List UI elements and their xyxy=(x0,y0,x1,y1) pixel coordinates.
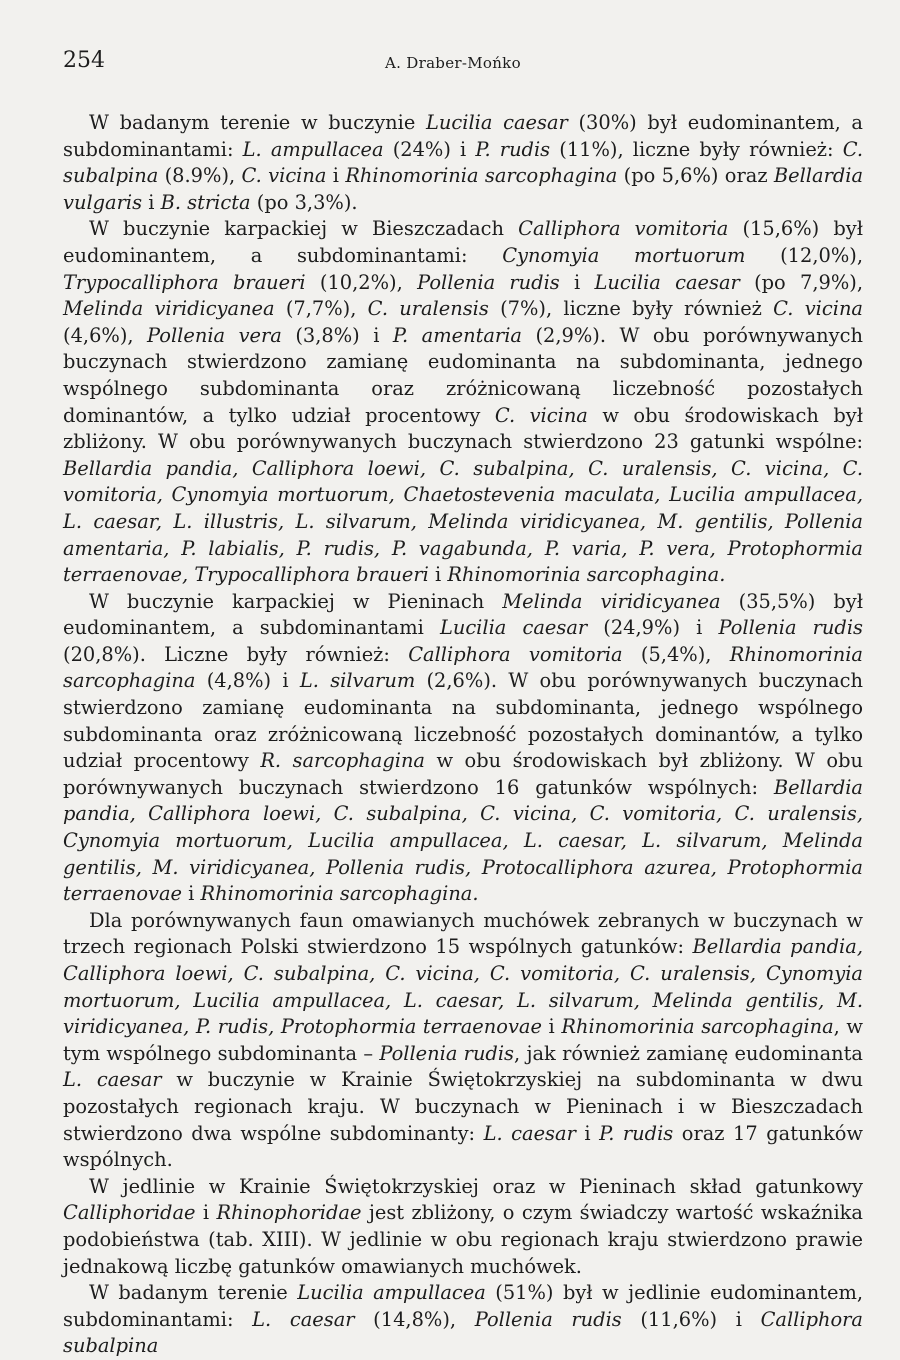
italic-run: L. caesar xyxy=(252,1307,355,1331)
italic-run: Rhinomorinia sarcophagina xyxy=(561,1015,834,1039)
text-run: (po 5,6%) oraz xyxy=(617,164,774,188)
paragraph xyxy=(63,908,863,1174)
page-number: 254 xyxy=(63,48,105,73)
italic-run: Cynomyia mortuorum xyxy=(502,243,746,267)
text-run: oraz 17 gatunków wspólnych. xyxy=(63,1121,863,1172)
italic-run: Pollenia vera xyxy=(147,323,282,347)
italic-run: Calliphoridae xyxy=(63,1201,196,1225)
text-run: (14,8%), xyxy=(354,1307,475,1331)
text-run: (3,8%) i xyxy=(281,323,393,347)
italic-run: Lucilia caesar xyxy=(594,270,740,294)
italic-run: Lucilia ampullacea xyxy=(297,1281,486,1305)
text-run: (11%), liczne były również: xyxy=(550,137,843,161)
italic-run: C. vicina xyxy=(494,403,588,427)
text-run: W buczynie karpackiej w Bieszczadach xyxy=(89,217,519,241)
italic-run: R. sarcophagina xyxy=(260,749,425,773)
italic-run: Lucilia caesar xyxy=(439,616,588,640)
italic-run: Rhinophoridae xyxy=(216,1201,362,1225)
text-run: (7%), liczne były również xyxy=(488,297,774,321)
text-run: (20,8%). Liczne były również: xyxy=(63,642,409,666)
text-run: (24,9%) i xyxy=(587,616,719,640)
text-run: , jak również zamianę eudominanta xyxy=(514,1041,863,1065)
text-run: w obu środowiskach był zbliżony. W obu porównywanych buczynach stwierdzono 23 gatunki wspólne: xyxy=(63,403,863,454)
italic-run: Calliphora subalpina xyxy=(63,1307,863,1358)
text-run: i xyxy=(326,164,346,188)
italic-run: Melinda viridicyanea xyxy=(502,589,721,613)
text-run: i xyxy=(559,270,595,294)
text-run: (24%) i xyxy=(383,137,476,161)
italic-run: Bellardia vulgaris xyxy=(63,164,864,214)
text-run: Dla porównywanych faun omawianych muchówek zebranych w buczynach w trzech regionach Polski stwierdzono 15 wspólnych gatunków: xyxy=(63,908,863,959)
italic-run: Lucilia caesar xyxy=(426,111,568,134)
running-author: A. Draber-Mońko xyxy=(385,54,521,72)
text-run: (po 3,3%). xyxy=(250,190,358,214)
italic-run: Bellardia pandia, Calliphora loewi, C. subalpina, C. uralensis, C. vicina, C. vomitoria, Cynomyia mortuorum, Chaetostevenia maculata, Lucilia ampullacea, L. caesar, L. illustris, L. silvarum, Melinda viridicyanea, M. gentilis, Pollenia amentaria, P. labialis, P. rudis, P. vagabunda, P. varia, P. vera, Protophormia terraenovae, Trypocalliphora braueri xyxy=(63,456,863,587)
body-text xyxy=(63,110,863,1360)
italic-run: P. rudis xyxy=(599,1121,674,1145)
paragraph xyxy=(63,110,863,216)
italic-run: Rhinomorinia sarcophagina xyxy=(63,642,863,693)
paragraph xyxy=(63,1174,863,1280)
text-run: i xyxy=(575,1121,600,1145)
text-run: (4,8%) i xyxy=(195,669,300,693)
italic-run: P. amentaria xyxy=(392,323,522,347)
italic-run: Pollenia rudis xyxy=(417,270,560,294)
italic-run: C. vicina xyxy=(773,297,863,321)
italic-run: Bellardia pandia, Calliphora loewi, C. subalpina, C. vicina, C. vomitoria, C. uralensis, Cynomyia mortuorum, Lucilia ampullacea, L. caesar, L. silvarum, Melinda gentilis, M. viridicyanea, P. rudis, Protophormia terraenovae xyxy=(63,935,863,1039)
italic-run: C. uralensis xyxy=(367,297,489,321)
text-run: W buczynie karpackiej w Pieninach xyxy=(89,589,503,613)
italic-run: Calliphora vomitoria xyxy=(408,642,623,666)
italic-run: Pollenia rudis xyxy=(474,1307,622,1331)
text-run: W jedlinie w Krainie Świętokrzyskiej oraz w Pieninach skład gatunkowy xyxy=(89,1174,863,1198)
text-run: i xyxy=(428,563,448,587)
text-run: (4,6%), xyxy=(63,323,148,347)
text-run: (30%) był eudominantem, a subdominantami: xyxy=(63,111,863,161)
italic-run: L. ampullacea xyxy=(242,137,384,161)
italic-run: C. vicina xyxy=(241,164,327,188)
italic-run: Trypocalliphora braueri xyxy=(63,270,306,294)
text-run: (12,0%), xyxy=(745,243,864,267)
paragraph xyxy=(63,1280,863,1360)
text-run: (2,9%). W obu porównywanych buczynach stwierdzono zamianę eudominanta na subdominanta, jednego wspólnego subdominanta oraz zróżnicowaną liczebność pozostałych dominantów, a tylko udział procentowy xyxy=(63,323,863,427)
text-run: (15,6%) był eudominantem, a subdominantami: xyxy=(63,217,863,267)
text-run: (51%) był w jedlinie eudominantem, subdominantami: xyxy=(63,1281,864,1331)
italic-run: L. caesar xyxy=(63,1068,162,1092)
text-run: w buczynie w Krainie Świętokrzyskiej na subdominanta w dwu pozostałych regionach kraju. W buczynach w Pieninach i w Bieszczadach stwierdzono dwa wspólne subdominanty: xyxy=(63,1068,863,1145)
text-run: i xyxy=(541,1015,562,1039)
text-run: (35,5%) był eudominantem, a subdominantami xyxy=(63,589,864,640)
text-run: W badanym terenie w buczynie xyxy=(89,111,427,134)
text-run: (po 7,9%), xyxy=(739,270,863,294)
italic-run: Calliphora vomitoria xyxy=(518,217,729,241)
italic-run: L. silvarum xyxy=(299,669,416,693)
text-run: i xyxy=(182,882,201,906)
italic-run: C. subalpina xyxy=(63,137,863,188)
text-run: , w tym wspólnego subdominanta – xyxy=(63,1015,864,1065)
text-run: (2,6%). W obu porównywanych buczynach stwierdzono zamianę eudominanta na subdominanta, jednego wspólnego subdominanta oraz zróżnicowaną liczebność pozostałych dominantów, a tylko udział procentowy xyxy=(63,669,864,773)
text-run: i xyxy=(142,190,161,214)
text-run: jest zbliżony, o czym świadczy wartość wskaźnika podobieństwa (tab. XIII). W jedlinie w obu regionach kraju stwierdzono prawie jednakową liczbę gatunków omawianych muchówek. xyxy=(63,1201,863,1278)
text-run: (11,6%) i xyxy=(621,1307,761,1331)
italic-run: Pollenia rudis xyxy=(379,1041,514,1065)
italic-run: Rhinomorinia sarcophagina. xyxy=(447,563,726,587)
italic-run: L. caesar xyxy=(483,1121,576,1145)
text-run: (8.9%), xyxy=(158,164,242,188)
text-run: (5,4%), xyxy=(622,642,730,666)
running-header xyxy=(63,40,860,80)
text-run: (7,7%), xyxy=(274,297,368,321)
text-run: (10,2%), xyxy=(305,270,418,294)
italic-run: Rhinomorinia sarcophagina. xyxy=(200,882,479,906)
text-run: w obu środowiskach był zbliżony. W obu porównywanych buczynach stwierdzono 16 gatunków wspólnych: xyxy=(63,749,863,799)
italic-run: Rhinomorinia sarcophagina xyxy=(345,164,618,188)
italic-run: Bellardia pandia, Calliphora loewi, C. subalpina, C. vicina, C. vomitoria, C. uralensis, Cynomyia mortuorum, Lucilia ampullacea, L. caesar, L. silvarum, Melinda gentilis, M. viridicyanea, Pollenia rudis, Protocalliphora azurea, Protophormia terraenovae xyxy=(63,775,863,906)
text-run: W badanym terenie xyxy=(89,1281,298,1305)
text-run: i xyxy=(195,1201,217,1225)
italic-run: P. rudis xyxy=(475,137,551,161)
paragraph xyxy=(63,216,863,588)
paragraph xyxy=(63,589,863,908)
italic-run: B. stricta xyxy=(160,190,251,214)
italic-run: Pollenia rudis xyxy=(718,616,863,640)
italic-run: Melinda viridicyanea xyxy=(63,297,275,321)
